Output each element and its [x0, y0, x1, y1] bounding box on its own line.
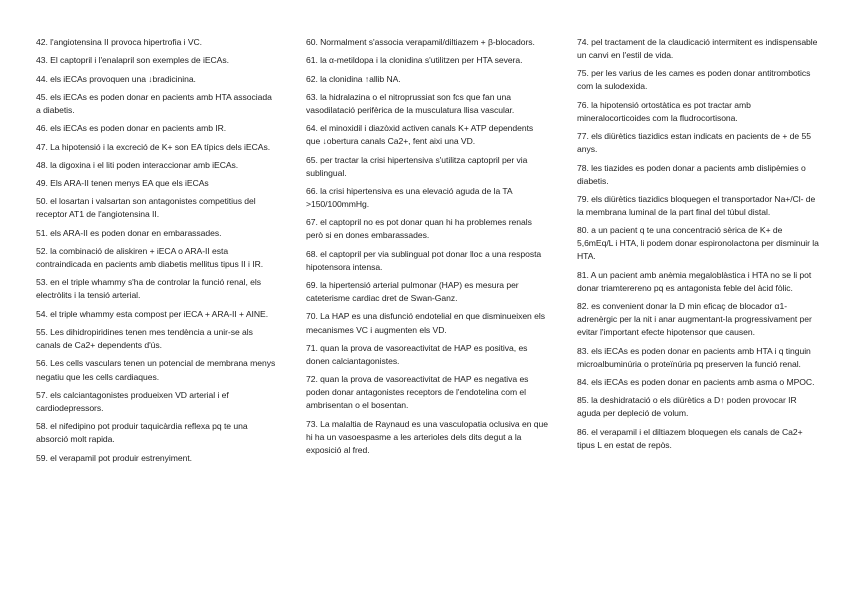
list-item: 53. en el triple whammy s'ha de controlar la funció renal, els electròlits i la tensió arterial. [36, 277, 261, 301]
list-item: 57. els calciantagonistes produeixen VD arterial i ef cardiodepressors. [36, 389, 229, 413]
list-item: 69. la hipertensió arterial pulmonar (HAP) es mesura per cateterisme cardiac dret de Swan-Ganz. [306, 280, 519, 304]
list-item: 73. La malaltia de Raynaud es una vasculopatia oclusiva en que hi ha un vasoespasme a les arterioles dels dits degut a la exposició al fred. [306, 418, 548, 455]
list-item: 77. els diürètics tiazidics estan indicats en pacients de + de 55 anys. [577, 131, 811, 155]
list-item: 65. per tractar la crisi hipertensiva s'utilitza captopril per via sublingual. [306, 154, 528, 178]
list-item: 66. la crisi hipertensiva es una elevació aguda de la TA >150/100mmHg. [306, 185, 513, 210]
list-item: 83. els iECAs es poden donar en pacients amb HTA i q tinguin microalbuminúria o proteïnúria pq preserven la funció renal. [577, 345, 811, 369]
list-item: 59. el verapamil pot produir estrenyiment. [36, 452, 193, 463]
list-item: 47. La hipotensió i la excreció de K+ son EA típics dels iECAs. [36, 141, 271, 152]
list-item: 42. l'angiotensina II provoca hipertrofia i VC. [36, 37, 203, 47]
list-item: 86. el verapamil i el diltiazem bloquegen els canals de Ca2+ tipus L en estat de repòs. [577, 426, 803, 450]
list-item: 79. els diürètics tiazidics bloquegen el transportador Na+/Cl- de la membrana luminal de la part final del túbul distal. [577, 193, 816, 217]
list-item: 76. la hipotensió ortostàtica es pot tractar amb mineralocorticoides com la fludrocortisona. [577, 99, 751, 123]
list-item: 72. quan la prova de vasoreactivitat de HAP es negativa es poden donar antagonistes receptors de l'endotelina com el ambrisentan o el bosentan. [306, 374, 529, 411]
list-item: 63. la hidralazina o el nitroprussiat son fcs que fan una vasodilatació perifèrica de la musculatura llisa vascular. [306, 91, 515, 115]
list-item: 80. a un pacient q te una concentració sèrica de K+ de 5,6mEq/L i HTA, li podem donar espironolactona per disminuir la HTA. [577, 225, 819, 262]
list-item: 49. Els ARA-II tenen menys EA que els iECAs [36, 178, 209, 189]
list-item: 85. la deshidratació o els diürètics a D↑ poden provocar IR aguda per depleció de volum. [577, 395, 797, 419]
column-3 [577, 36, 819, 457]
list-item: 64. el minoxidil i diazòxid activen canals K+ ATP dependents que ↓obertura canals Ca2+, fent aixi una VD. [306, 123, 534, 147]
column-1 [36, 36, 278, 470]
list-item: 62. la clonidina ↑allib NA. [306, 73, 401, 84]
list-item: 52. la combinació de aliskiren + iECA o ARA-II esta contraindicada en pacients amb diabetis mellitus tipus II i IR. [36, 246, 264, 270]
list-item: 70. La HAP es una disfunció endotelial en que disminueixen els mecanismes VC i augmenten els VD. [306, 311, 545, 335]
list-item: 60. Normalment s'associa verapamil/diltiazem + β-blocadors. [306, 37, 535, 47]
list-item: 56. Les cells vasculars tenen un potencial de membrana menys negatiu que les cells cardiaques. [36, 358, 276, 382]
list-item: 54. el triple whammy esta compost per iECA + ARA-II + AINE. [36, 308, 269, 319]
column-2 [306, 36, 548, 462]
list-item: 55. Les dihidropiridines tenen mes tendència a unir-se als canals de Ca2+ dependents d'ús. [36, 327, 253, 351]
list-item: 78. les tiazides es poden donar a pacients amb dislipèmies o diabetis. [577, 162, 806, 186]
list-item: 82. es convenient donar la D min eficaç de blocador α1-adrenèrgic per la nit i anar augmentant-la progressivament per evitar l'important efecte hipotensor que causen. [577, 301, 812, 338]
list-item: 58. el nifedipino pot produir taquicàrdia reflexa pq te una absorció molt rapida. [36, 421, 248, 445]
list-item: 68. el captopril per via sublingual pot donar lloc a una resposta hipotensora intensa. [306, 248, 542, 272]
list-item: 46. els iECAs es poden donar en pacients amb IR. [36, 123, 227, 134]
list-item: 81. A un pacient amb anèmia megaloblàstica i HTA no se li pot donar triamterereno pq es antagonista feble del àcid fòlic. [577, 269, 812, 293]
list-item: 44. els iECAs provoquen una ↓bradicinina. [36, 73, 196, 84]
list-item: 51. els ARA-II es poden donar en embarassades. [36, 227, 222, 238]
list-item: 50. el losartan i valsartan son antagonistes competitius del receptor AT1 de l'angiotensina II. [36, 196, 256, 220]
list-item: 48. la digoxina i el liti poden interaccionar amb iECAs. [36, 159, 239, 170]
list-item: 71. quan la prova de vasoreactivitat de HAP es positiva, es donen calciantagonistes. [306, 342, 528, 366]
list-item: 67. el captopril no es pot donar quan hi ha problemes renals però si en dones embarassades. [306, 217, 532, 241]
list-item: 75. per les varius de les cames es poden donar antitrombotics com la sulodexida. [577, 68, 811, 92]
list-item: 43. El captopril i l'enalapril son exemples de iECAs. [36, 55, 229, 66]
list-item: 61. la α-metildopa i la clonidina s'utilitzen per HTA severa. [306, 55, 523, 66]
list-item: 84. els iECAs es poden donar en pacients amb asma o MPOC. [577, 376, 815, 387]
list-item: 45. els iECAs es poden donar en pacients amb HTA associada a diabetis. [36, 91, 272, 115]
list-item: 74. pel tractament de la claudicació intermitent es indispensable un canvi en l'estil de vida. [577, 37, 818, 61]
